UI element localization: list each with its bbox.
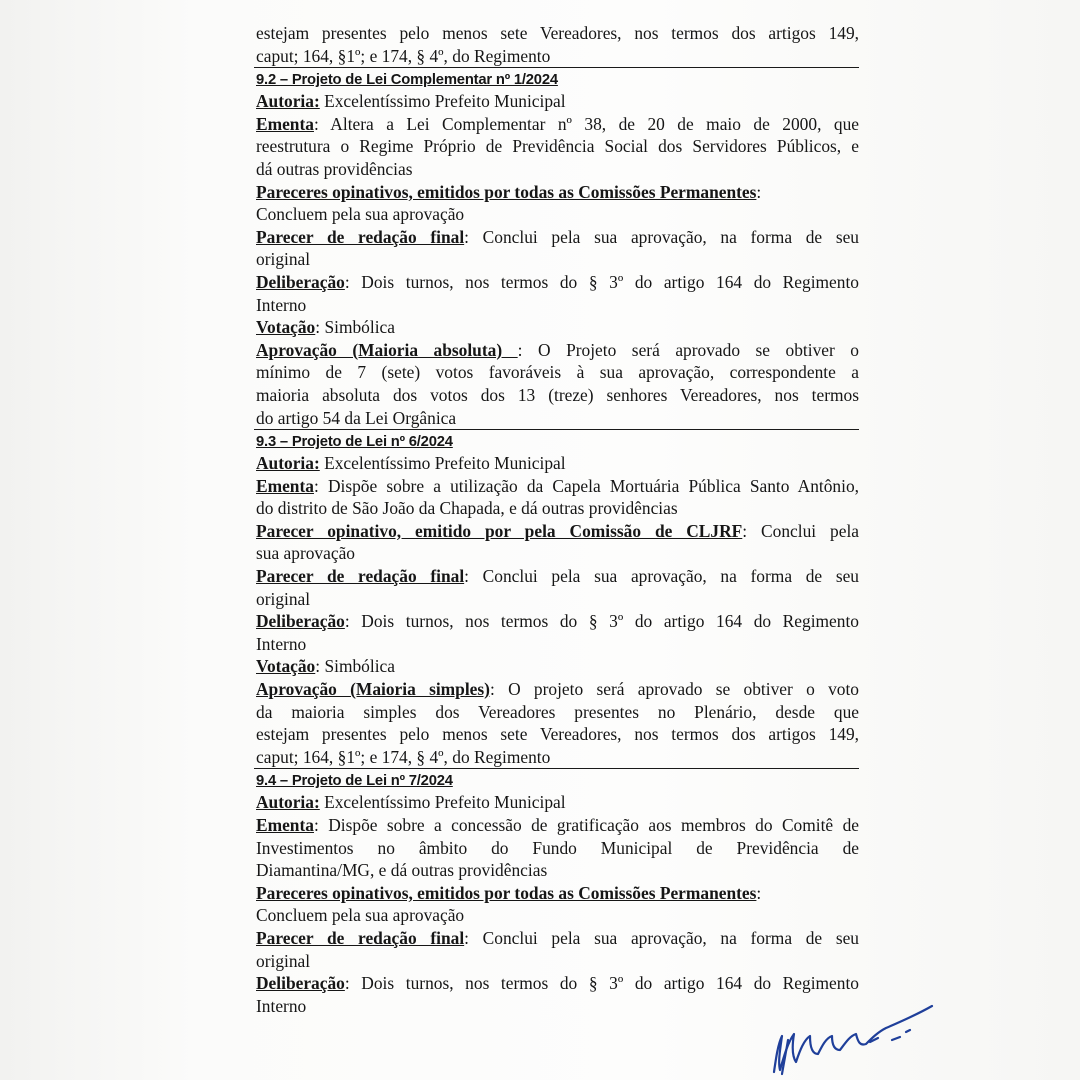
ementa-line: [256, 475, 859, 498]
autoria-label: Autoria:: [256, 792, 320, 813]
ementa-label: Ementa: [256, 113, 314, 134]
votacao-text: : Simbólica: [315, 317, 395, 338]
votacao-text: : Simbólica: [315, 656, 395, 677]
deliberacao-text: : Dois turnos, nos termos do § 3º do artigo 164 do Regimento: [344, 611, 859, 632]
section-9-2: [256, 70, 859, 429]
redacao-line: [256, 927, 859, 950]
redacao-text: : Conclui pela sua aprovação, na forma de seu: [464, 566, 860, 587]
section-heading: 9.2 – Projeto de Lei Complementar nº 1/2024: [256, 72, 558, 89]
ementa-text: : Dispõe sobre a utilização da Capela Mortuária Pública Santo Antônio,: [313, 475, 859, 496]
deliberacao-line: [256, 610, 859, 633]
section-divider: [254, 429, 859, 430]
intro-line: estejam presentes pelo menos sete Vereadores, nos termos dos artigos 149,: [256, 23, 859, 43]
section-heading: 9.3 – Projeto de Lei nº 6/2024: [256, 434, 453, 451]
ementa-line: do distrito de São João da Chapada, e dá outras providências: [256, 498, 678, 519]
pareceres-label: Pareceres opinativos, emitidos por todas as Comissões Permanentes: [256, 882, 757, 903]
aprovacao-line: maioria absoluta dos votos dos 13 (treze) senhores Vereadores, nos termos: [256, 384, 859, 405]
votacao-line: [256, 655, 859, 678]
autoria-line: [256, 90, 859, 113]
ementa-line: Diamantina/MG, e dá outras providências: [256, 860, 548, 881]
redacao-label: Parecer de redação final: [256, 226, 465, 247]
ementa-text: : Altera a Lei Complementar nº 38, de 20 de maio de 2000, que: [313, 113, 859, 134]
pareceres-colon: :: [756, 181, 762, 202]
intro-line: caput; 164, §1º; e 174, § 4º, do Regimento: [256, 45, 551, 66]
pareceres-colon: :: [756, 882, 762, 903]
pareceres-label: Pareceres opinativos, emitidos por todas as Comissões Permanentes: [256, 181, 757, 202]
parecer-line: sua aprovação: [256, 543, 355, 564]
autoria-label: Autoria:: [256, 91, 320, 112]
deliberacao-text: : Dois turnos, nos termos do § 3º do artigo 164 do Regimento: [344, 271, 859, 292]
deliberacao-line: Interno: [256, 633, 307, 654]
section-9-3: [256, 432, 859, 768]
pareceres-text: Concluem pela sua aprovação: [256, 905, 465, 926]
autoria-label: Autoria:: [256, 453, 320, 474]
deliberacao-label: Deliberação: [256, 973, 345, 994]
ementa-label: Ementa: [256, 815, 314, 835]
aprovacao-text: : O Projeto será aprovado se obtiver o: [517, 339, 859, 360]
autoria-line: [256, 452, 859, 475]
aprovacao-label: Aprovação (Maioria simples): [256, 679, 490, 700]
pareceres-text: Concluem pela sua aprovação: [256, 204, 465, 225]
ementa-line: dá outras providências: [256, 158, 413, 179]
redacao-text: : Conclui pela sua aprovação, na forma de seu: [464, 226, 860, 247]
handwritten-signature: [760, 992, 950, 1078]
redacao-line: [256, 226, 859, 249]
deliberacao-text: : Dois turnos, nos termos do § 3º do artigo 164 do Regimento: [344, 973, 859, 994]
ementa-line: [256, 814, 859, 837]
ementa-line: Investimentos no âmbito do Fundo Municipal de Previdência de: [256, 837, 859, 858]
parecer-label: Parecer opinativo, emitido por pela Comissão de CLJRF: [256, 520, 743, 541]
redacao-line: original: [256, 249, 311, 270]
ementa-line: [256, 113, 859, 136]
redacao-label: Parecer de redação final: [256, 566, 465, 587]
deliberacao-line: Interno: [256, 995, 307, 1016]
deliberacao-line: Interno: [256, 294, 307, 315]
ementa-label: Ementa: [256, 475, 314, 496]
aprovacao-line: da maioria simples dos Vereadores presentes no Plenário, desde que: [256, 701, 859, 722]
section-9-4: [256, 771, 859, 1017]
autoria-text: Excelentíssimo Prefeito Municipal: [319, 453, 566, 474]
votacao-line: [256, 316, 859, 339]
votacao-label: Votação: [256, 317, 316, 338]
aprovacao-line: estejam presentes pelo menos sete Vereadores, nos termos dos artigos 149,: [256, 724, 859, 745]
autoria-text: Excelentíssimo Prefeito Municipal: [319, 91, 566, 112]
ementa-text: : Dispõe sobre a concessão de gratificação aos membros do Comitê de: [313, 815, 859, 835]
ementa-line: reestrutura o Regime Próprio de Previdência Social dos Servidores Públicos, e: [256, 136, 859, 157]
redacao-line: original: [256, 950, 311, 971]
redacao-line: original: [256, 588, 311, 609]
aprovacao-label: Aprovação (Maioria absoluta): [256, 339, 518, 360]
deliberacao-label: Deliberação: [256, 271, 345, 292]
aprovacao-line: [256, 678, 859, 701]
redacao-line: [256, 565, 859, 588]
parecer-line: [256, 520, 859, 543]
autoria-text: Excelentíssimo Prefeito Municipal: [319, 792, 566, 813]
redacao-label: Parecer de redação final: [256, 927, 465, 948]
aprovacao-line: mínimo de 7 (sete) votos favoráveis à sua aprovação, correspondente a: [256, 362, 859, 383]
document-body: [256, 22, 859, 1017]
votacao-label: Votação: [256, 656, 316, 677]
parecer-text: : Conclui pela: [742, 520, 859, 541]
aprovacao-line: [256, 339, 859, 362]
section-divider: [254, 768, 859, 769]
aprovacao-line: caput; 164, §1º; e 174, § 4º, do Regimento: [256, 746, 551, 767]
deliberacao-label: Deliberação: [256, 611, 345, 632]
autoria-line: [256, 791, 859, 814]
redacao-text: : Conclui pela sua aprovação, na forma de seu: [464, 927, 860, 948]
aprovacao-text: : O projeto será aprovado se obtiver o voto: [489, 679, 859, 700]
aprovacao-line: do artigo 54 da Lei Orgânica: [256, 407, 457, 428]
pareceres-line: [256, 181, 859, 204]
section-heading: 9.4 – Projeto de Lei nº 7/2024: [256, 773, 453, 790]
pareceres-line: [256, 882, 859, 905]
deliberacao-line: [256, 271, 859, 294]
section-divider: [254, 67, 859, 68]
